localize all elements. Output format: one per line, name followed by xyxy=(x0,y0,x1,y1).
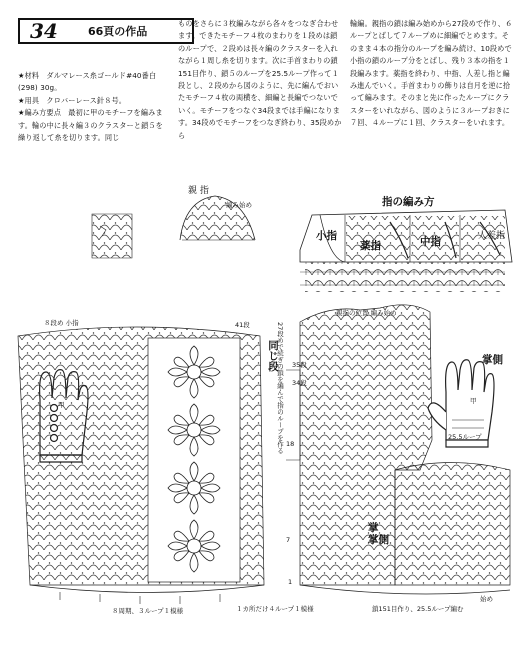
same-row-label: 同じ段 xyxy=(267,340,279,372)
row18-label: 18 xyxy=(286,440,295,448)
row34-label: 34段 xyxy=(292,379,307,387)
back-label: 甲 xyxy=(58,401,65,409)
pattern-title: 66頁の作品 xyxy=(88,25,148,38)
glove-palm-diagram xyxy=(286,305,510,594)
row8-label: ８段め 小指 xyxy=(44,319,79,327)
row7-label: 7 xyxy=(286,536,291,544)
palm-label: 掌 xyxy=(368,522,379,534)
row1-label: 1 xyxy=(288,578,293,586)
fingers-title: 指の編み方 xyxy=(382,196,435,208)
instructions-start: ★編み方要点 最初に甲のモチーフを編みます。輪の中に長々編３のクラスターと鎖５を繰り返して糸を切ります。同じ xyxy=(18,108,163,143)
palm-side-label: 掌側 xyxy=(482,354,503,366)
join-note: 27段めで続ぎの鎖を編んで指のループを作る xyxy=(276,322,284,454)
bottom-note-2: １カ所だけ４ループ１模様 xyxy=(236,605,314,613)
row35-label: 35段 xyxy=(292,361,307,369)
bottom-note-3: 鎖151目作り、25.5ループ編む xyxy=(372,605,464,613)
thumb-start-label: 編み始め xyxy=(226,201,252,209)
pattern-number: 34 xyxy=(30,19,58,43)
instructions-text-3: 輪編。親指の鎖は編み始めから27段めで作り、６ループとばして７ループめに細編でとめます。そのまま４本の指分のループを編み続け、10段めで小指の鎖のループ分をとばし、残り３本の指を１段編みます。薬指を終わり、中指、人差し指と編み進んでいく。手首まわりの飾りは自月を逆に拾って編みます。そのまと先に作ったループにクラスターをいれながら、図のように３ループおきに７回、４ループに１回、クラスターをいれます。 xyxy=(350,19,513,128)
thumb-label: 親 指 xyxy=(188,186,209,196)
materials-line: ★材料 ダルマレース糸ゴールド#40番白(298) 30g。 xyxy=(18,71,157,93)
bottom-note-1: ８周期、３ループ１模様 xyxy=(112,607,184,615)
ring-finger-label: 薬指 xyxy=(360,240,381,252)
tools-line: ★用具 クロバーレース針８号。 xyxy=(18,95,127,105)
start-label: 始め xyxy=(480,595,493,603)
back-right-label: 甲 xyxy=(470,397,477,405)
palm-side-label-2: 掌側 xyxy=(368,534,389,546)
little-finger-label: 小指 xyxy=(316,230,337,242)
thumb-attach-label: 親指の位置 編み始め xyxy=(336,309,397,317)
loops-label: 25.5ループ xyxy=(448,433,482,441)
instructions-text-2: ものをさらに３枚編みながら各々をつなぎ合わせます。できたモチーフ４枚のまわりを１段めは鎖のループで、２段めは長々編のクラスターを入れながら１周し糸を切ります。次に手首まわりの鎖151目作り、鎖５のループを25.5ループ作って１段とし、２段めから図のように、先に編んでおいたモチーフ４枚の両横を、細編と長編でつないでいく。モチーフをつなぐ34段までは手編になります。34段めでモチーフをつなぎ終わり、35段めから xyxy=(178,19,342,140)
middle-finger-label: 中指 xyxy=(420,236,441,248)
index-finger-label: 人差指 xyxy=(478,231,506,241)
row41-label: 41段 xyxy=(235,321,250,329)
finger-diagram xyxy=(300,210,512,292)
glove-back-diagram xyxy=(18,327,264,604)
